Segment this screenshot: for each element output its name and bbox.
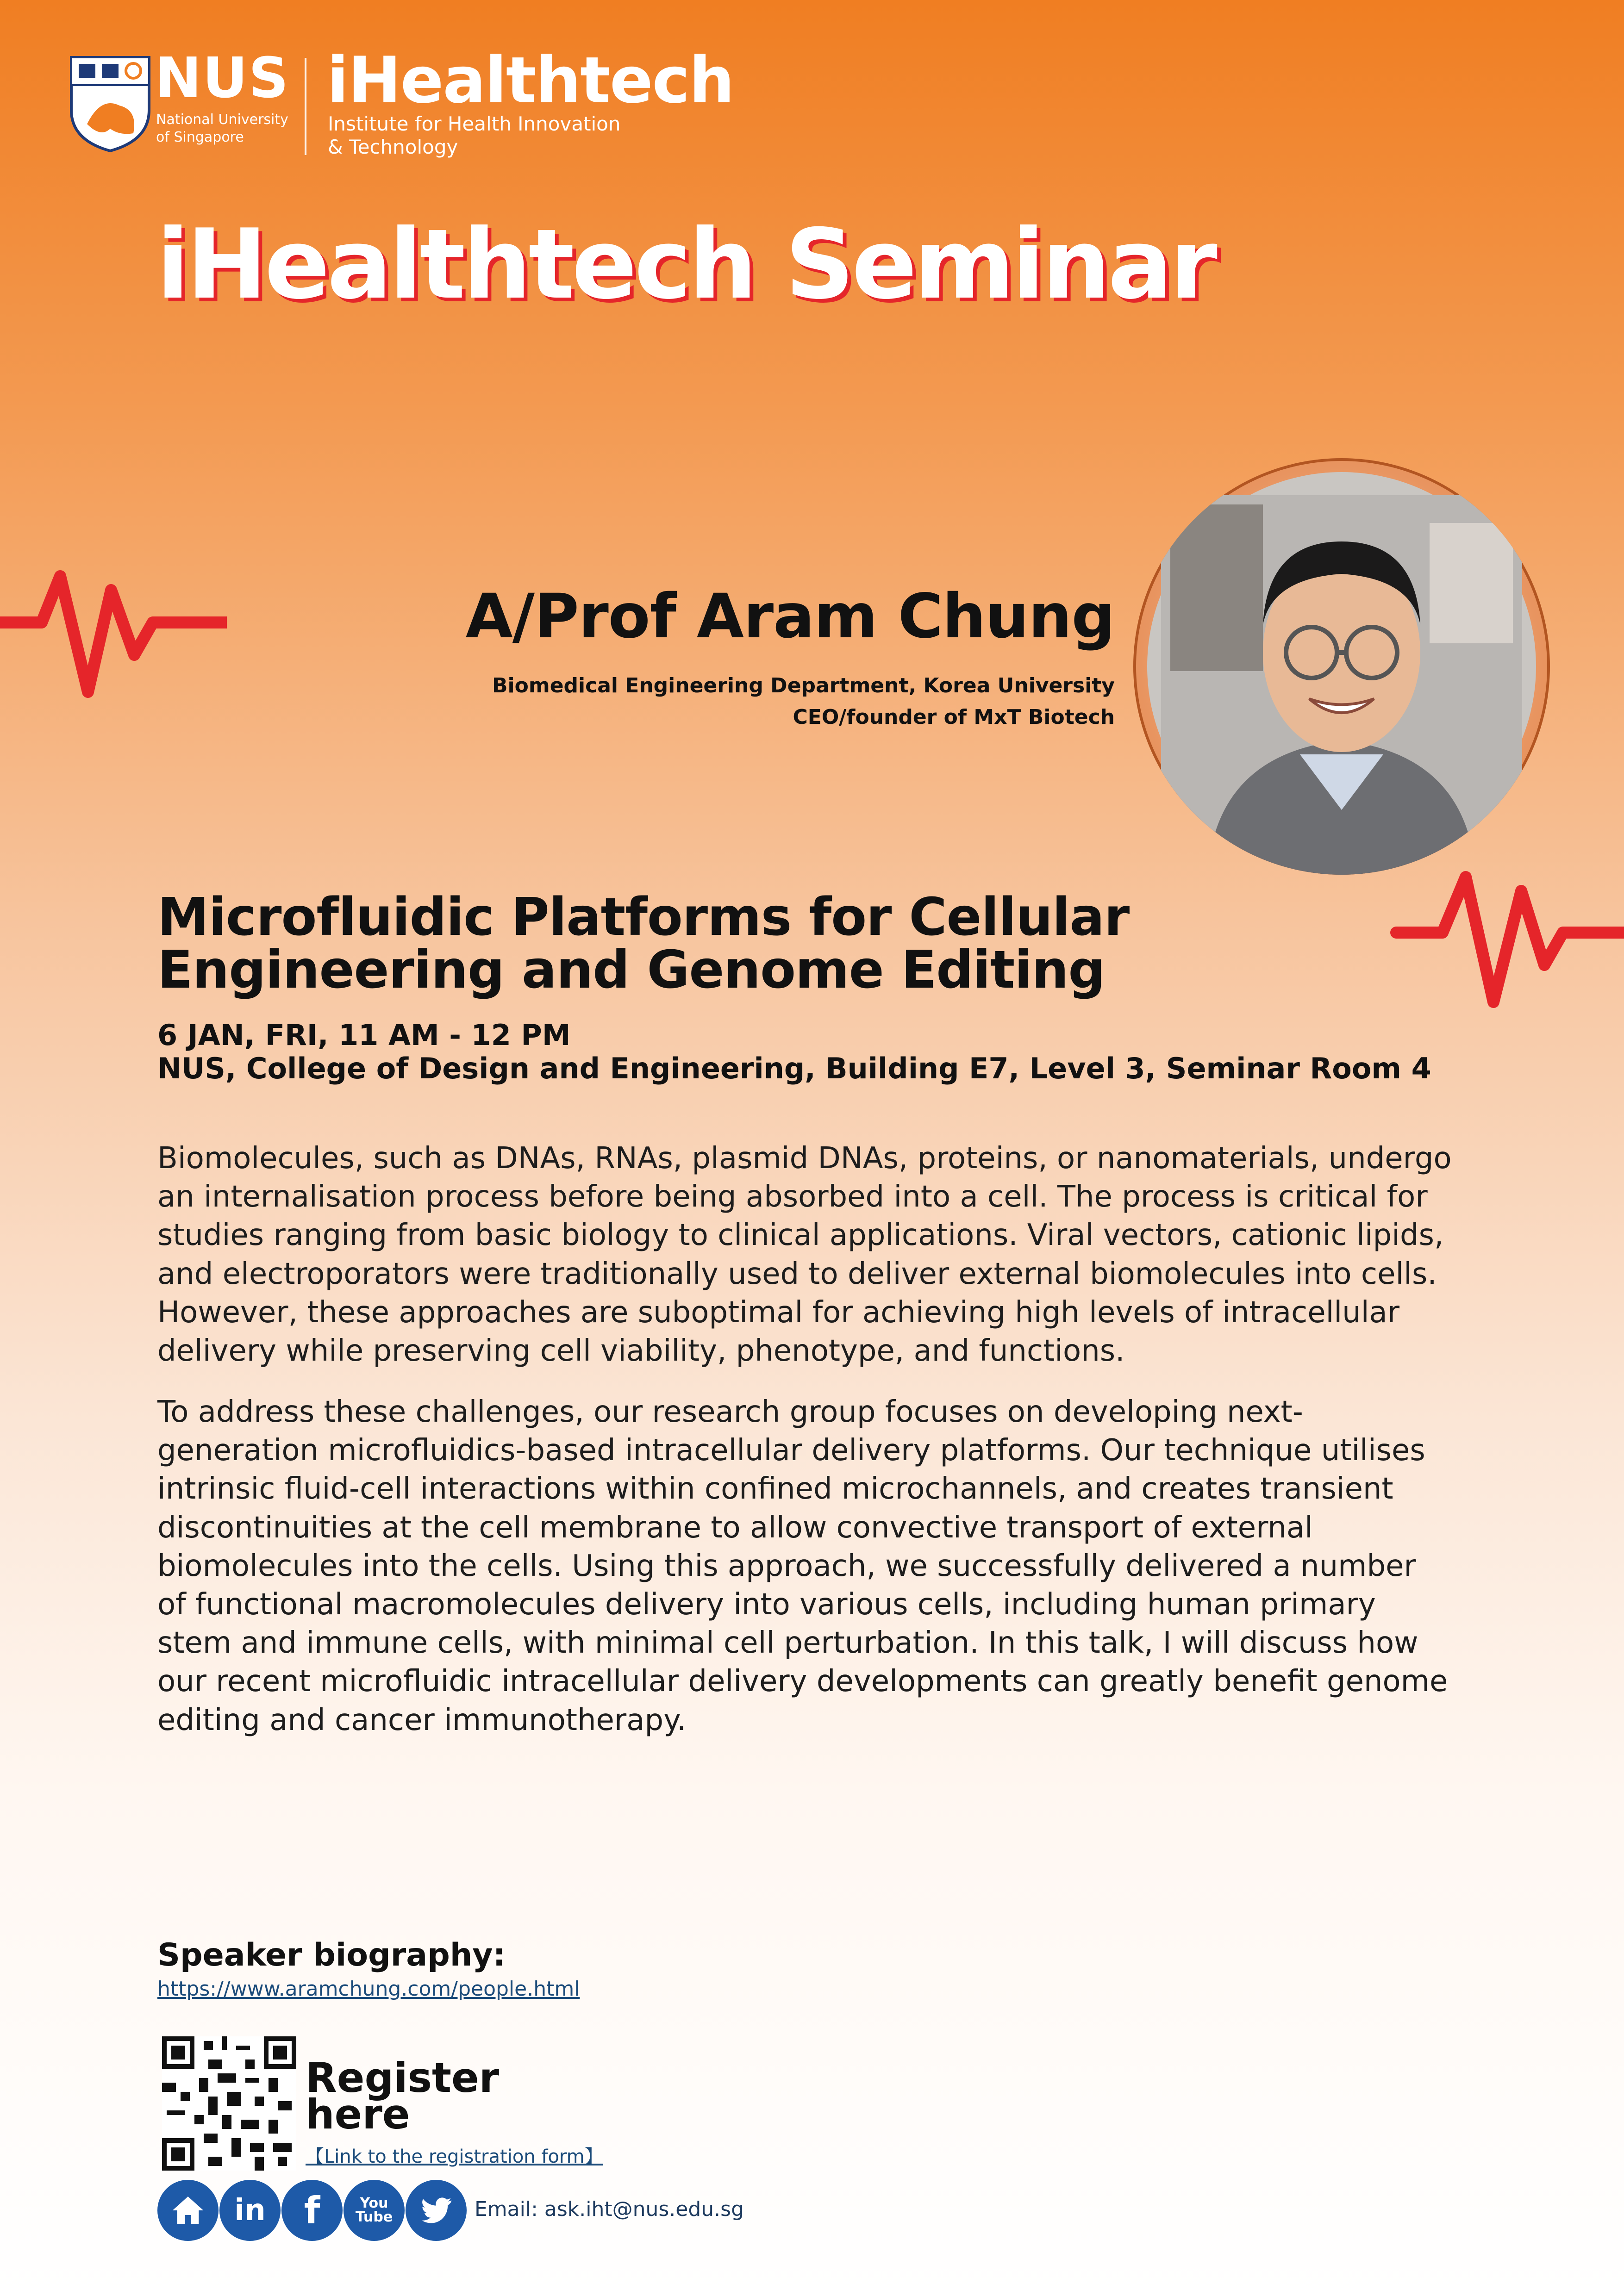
speaker-biography-label: Speaker biography: bbox=[157, 1937, 506, 1973]
youtube-icon[interactable] bbox=[344, 2180, 405, 2241]
speaker-biography-link[interactable]: https://www.aramchung.com/people.html bbox=[157, 1977, 580, 2001]
ihealthtech-wordmark: iHealthtech bbox=[327, 43, 734, 118]
heartbeat-right-icon bbox=[1387, 849, 1624, 1016]
contact-email[interactable]: Email: ask.iht@nus.edu.sg bbox=[475, 2197, 744, 2221]
speaker-affiliation bbox=[492, 670, 1115, 733]
heartbeat-left-icon bbox=[0, 539, 227, 706]
youtube-icon-text-2: Tube bbox=[355, 2209, 393, 2225]
talk-venue: NUS, College of Design and Engineering, Building E7, Level 3, Seminar Room 4 bbox=[157, 1052, 1431, 1085]
home-icon[interactable] bbox=[157, 2180, 219, 2241]
abstract-paragraph-2: To address these challenges, our research group focuses on developing next-generation microfluidics-based intracellular delivery platforms. Our technique utilises intrinsic fluid-cell interactions within confined microchannels, and creates transient discontinuities at the cell membrane to allow convective transport of external biomolecules into the cells. Using this approach, we successfully delivered a number of functional macromolecules delivery into various cells, including human primary stem and immune cells, with minimal cell perturbation. In this talk, I will discuss how our recent microfluidic intracellular delivery developments can greatly benefit genome editing and cancer immunotherapy. bbox=[157, 1395, 1448, 1737]
youtube-icon-text-1: You bbox=[360, 2195, 388, 2211]
ihealthtech-subtitle bbox=[328, 112, 652, 159]
nus-subtitle: National University of Singapore bbox=[156, 112, 288, 145]
linkedin-icon[interactable]: in bbox=[219, 2180, 281, 2241]
speaker-name: A/Prof Aram Chung bbox=[465, 581, 1115, 652]
speaker-affiliation-line-1: Biomedical Engineering Department, Korea University bbox=[492, 674, 1115, 697]
twitter-icon[interactable] bbox=[406, 2180, 467, 2241]
register-here-heading bbox=[306, 2054, 500, 2139]
nus-wordmark: NUS bbox=[155, 46, 290, 111]
register-line-2: here bbox=[306, 2091, 410, 2139]
speaker-affiliation-line-2: CEO/founder of MxT Biotech bbox=[793, 705, 1115, 729]
seminar-title: iHealthtech Seminar bbox=[156, 209, 1215, 321]
ihealthtech-subtitle-line-1: Institute for Health Innovation bbox=[328, 112, 621, 135]
logo-divider bbox=[305, 58, 306, 155]
abstract-paragraph-1: Biomolecules, such as DNAs, RNAs, plasmid DNAs, proteins, or nanomaterials, undergo an internalisation process before being absorbed into a cell. The process is critical for studies ranging from basic biology to clinical applications. Viral vectors, cationic lipids, and electroporators were traditionally used to deliver external biomolecules into cells. However, these approaches are suboptimal for achieving high levels of intracellular delivery while preserving cell viability, phenotype, and functions. bbox=[157, 1141, 1452, 1368]
talk-date-time: 6 JAN, FRI, 11 AM - 12 PM bbox=[157, 1018, 571, 1052]
ihealthtech-subtitle-line-2: & Technology bbox=[328, 136, 458, 159]
register-line-1: Register bbox=[306, 2054, 500, 2102]
registration-qr-code[interactable] bbox=[162, 2036, 296, 2171]
speaker-photo bbox=[1133, 458, 1550, 875]
nus-crest-logo bbox=[69, 55, 152, 153]
talk-title: Microfluidic Platforms for Cellular Engineering and Genome Editing bbox=[157, 887, 1130, 1001]
registration-form-link[interactable]: 【Link to the registration form】 bbox=[306, 2146, 603, 2167]
facebook-icon[interactable]: f bbox=[281, 2180, 343, 2241]
